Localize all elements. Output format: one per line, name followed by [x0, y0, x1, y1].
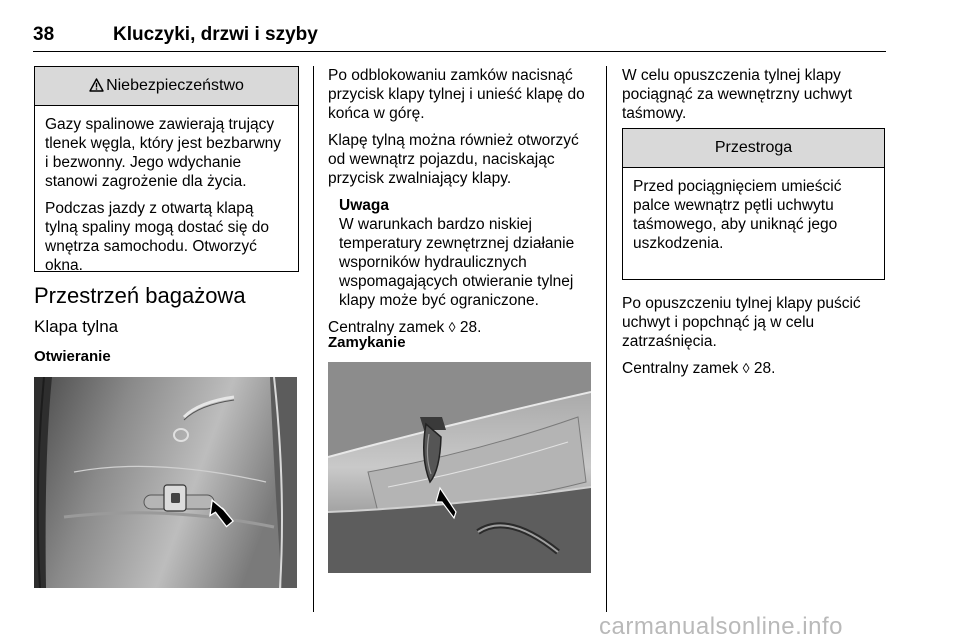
danger-box-title: Niebezpieczeństwo	[106, 77, 244, 94]
right-paragraph: Po opuszczeniu tylnej klapy puścić uchwyt i popchnąć ją w celu zatrzaśnięcia.	[622, 295, 861, 350]
section-subtitle: Klapa tylna	[34, 317, 119, 336]
watermark: carmanualsonline.info	[599, 613, 843, 640]
middle-paragraph: Klapę tylną można również otworzyć od wewnątrz pojazdu, naciskając przycisk zwalniający klapy.	[328, 132, 579, 187]
page-header	[33, 18, 886, 52]
cross-reference	[622, 359, 886, 378]
danger-paragraph: Gazy spalinowe zawierają trujący tlenek węgla, który jest bezbarwny i bezwonny. Jego wdychanie stanowi zagrożenie dla życia.	[45, 116, 282, 190]
reference-arrow-icon: ◊	[742, 360, 750, 376]
caution-box	[622, 128, 885, 280]
closing-heading: Zamykanie	[328, 334, 406, 351]
reference-page: 28.	[753, 360, 776, 377]
tailgate-opening-illustration	[34, 377, 297, 588]
note-text: W warunkach bardzo niskiej temperatury zewnętrznej działanie wsporników hydraulicznych wspomagających otwieranie tylnej klapy może być ograniczone.	[339, 216, 575, 309]
reference-text: Centralny zamek	[622, 360, 739, 377]
danger-box-body	[35, 106, 298, 275]
note-title: Uwaga	[339, 197, 389, 214]
reference-page: 28.	[459, 319, 482, 336]
right-column	[622, 66, 886, 131]
caution-box-body	[623, 168, 884, 253]
reference-arrow-icon: ◊	[448, 319, 456, 335]
middle-paragraph: Po odblokowaniu zamków nacisnąć przycisk klapy tylnej i unieść klapę do końca w górę.	[328, 67, 585, 122]
column-divider-left	[313, 66, 314, 612]
column-divider-right	[606, 66, 607, 612]
danger-box-header	[35, 67, 298, 106]
warning-triangle-icon	[89, 69, 104, 107]
section-title: Przestrzeń bagażowa	[34, 283, 246, 308]
middle-column	[328, 66, 596, 345]
reference-text: Centralny zamek	[328, 319, 445, 336]
right-column-lower	[622, 294, 886, 386]
caution-text: Przed pociągnięciem umieścić palce wewnątrz pętli uchwytu taśmowego, aby uniknąć jego uszkodzenia.	[633, 178, 842, 252]
header-rule	[33, 51, 886, 52]
opening-heading: Otwieranie	[34, 348, 111, 365]
right-paragraph: W celu opuszczenia tylnej klapy pociągnąć za wewnętrzny uchwyt taśmowy.	[622, 67, 853, 122]
danger-box	[34, 66, 299, 272]
page-number: 38	[33, 24, 55, 45]
chapter-title: Kluczyki, drzwi i szyby	[113, 24, 318, 45]
note-block	[328, 196, 596, 310]
caution-box-header: Przestroga	[623, 129, 884, 168]
danger-paragraph: Podczas jazdy z otwartą klapą tylną spaliny mogą dostać się do wnętrza samochodu. Otworzyć okna.	[45, 200, 270, 274]
tailgate-closing-illustration	[328, 362, 591, 573]
